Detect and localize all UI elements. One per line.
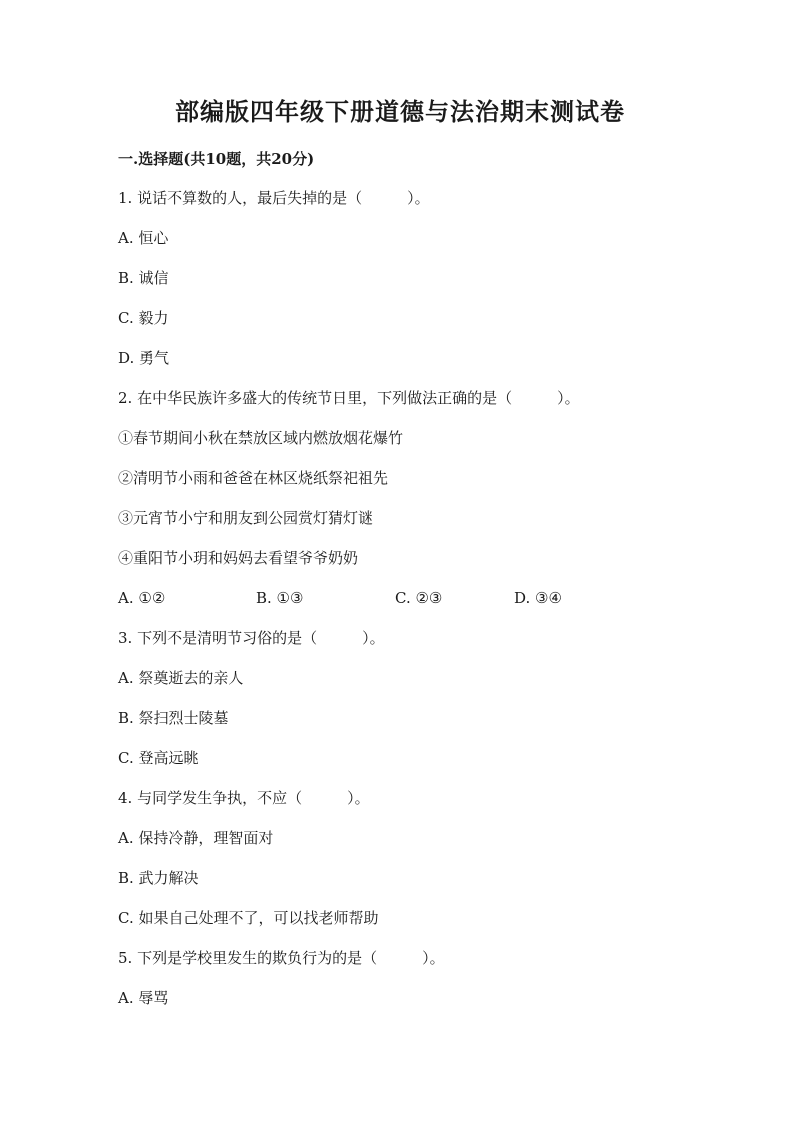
page-title: 部编版四年级下册道德与法治期末测试卷: [175, 97, 625, 126]
question-2-option-b: B. ①③: [256, 589, 304, 607]
question-4-option-c: C. 如果自己处理不了，可以找老师帮助: [118, 909, 379, 927]
question-3-stem: 3. 下列不是清明节习俗的是（ ）。: [118, 629, 385, 647]
question-2-statement-3: ③元宵节小宁和朋友到公园赏灯猜灯谜: [118, 509, 374, 527]
question-1-option-d: D. 勇气: [118, 349, 170, 367]
question-3-option-c: C. 登高远眺: [118, 749, 199, 767]
question-2-statement-4: ④重阳节小玥和妈妈去看望爷爷奶奶: [118, 549, 359, 567]
question-1-option-c: C. 毅力: [118, 309, 169, 327]
question-4-option-a: A. 保持冷静，理智面对: [118, 829, 274, 847]
question-1-stem: 1. 说话不算数的人，最后失掉的是（ ）。: [118, 189, 430, 207]
question-2-statement-2: ②清明节小雨和爸爸在林区烧纸祭祀祖先: [118, 469, 389, 487]
question-4-option-b: B. 武力解决: [118, 869, 199, 887]
question-2-option-d: D. ③④: [514, 589, 562, 607]
question-3-option-a: A. 祭奠逝去的亲人: [118, 669, 244, 687]
question-5-stem: 5. 下列是学校里发生的欺负行为的是（ ）。: [118, 949, 445, 967]
question-5-option-a: A. 辱骂: [118, 989, 169, 1007]
question-1-option-b: B. 诚信: [118, 269, 169, 287]
question-4-stem: 4. 与同学发生争执，不应（ ）。: [118, 789, 370, 807]
question-1-option-a: A. 恒心: [118, 229, 169, 247]
question-list: [118, 182, 718, 1022]
question-2-option-c: C. ②③: [395, 589, 443, 607]
section-header: 一.选择题(共10题，共20分): [118, 150, 315, 168]
question-2-statement-1: ①春节期间小秋在禁放区域内燃放烟花爆竹: [118, 429, 404, 447]
question-2-options: [118, 582, 718, 622]
question-2-stem: 2. 在中华民族许多盛大的传统节日里，下列做法正确的是（ ）。: [118, 389, 580, 407]
question-3-option-b: B. 祭扫烈士陵墓: [118, 709, 229, 727]
question-2-option-a: A. ①②: [118, 589, 166, 607]
